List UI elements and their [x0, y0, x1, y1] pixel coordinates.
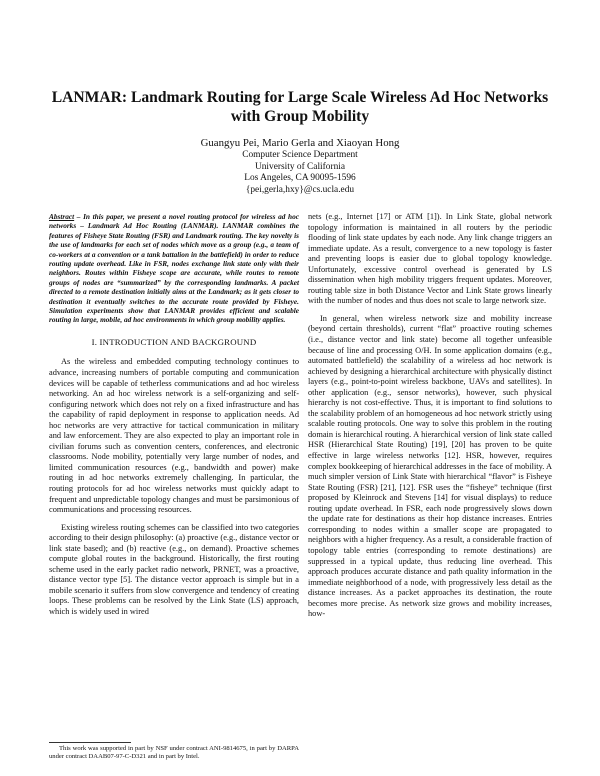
abstract: [49, 212, 299, 325]
abstract-text: – In this paper, we present a novel routing protocol for wireless ad hoc networks – Landmark Ad Hoc Routing (LANMAR). LANMAR combines the features of Fisheye State Routing (FSR) and Landmark routing. The key novelty is the use of landmarks for each set of nodes which move as a group (e.g., a team of co-workers at a convention or a tank battalion in the battlefield) in order to reduce routing update overhead. Like in FSR, nodes exchange link state only with their neighbors. Routes within Fisheye scope are accurate, while routes to remote groups of nodes are “summarized” by the corresponding landmarks. A packet directed to a remote destination initially aims at the Landmark; as it gets closer to destination it eventually switches to the accurate route provided by Fisheye. Simulation experiments show that LANMAR provides efficient and scalable routing in large, mobile, ad hoc environments in which group mobility applies.: [49, 212, 299, 325]
affiliation-department: Computer Science Department: [242, 150, 358, 160]
affiliation-city: Los Angeles, CA 90095-1596: [244, 173, 356, 184]
right-paragraph-1: nets (e.g., Internet [17] or ATM [1]). In Link State, global network topology information is maintained in all routers by the periodic flooding of link state updates by each node. Any link change triggers an immediate update. As a result, convergence to a new topology is faster and preventing loops is easier due to global topology knowledge. Unfortunately, excessive control overhead is generated by LS dissemination when high mobility triggers frequent updates. Moreover, routing table size in both Distance Vector and Link State grows linearly with the number of nodes and thus does not scale to large network size.: [308, 212, 552, 306]
right-paragraph-2: In general, when wireless network size and mobility increase (beyond certain thresholds), current “flat” proactive routing schemes (i.e., distance vector and link state) become all together unfeasible because of line and processing O/H. In some application domains (e.g., automated battlefield) the scalability of a wireless ad hoc network is achieved by designing a hierarchical architecture with physically distinct layers (e.g., point-to-point wireless backbone, UAVs and satellites). In other application (e.g., sensor networks), however, such physical hierarchy is not cost-effective. Thus, it is important to find solutions to the scalability problem of an homogeneous ad hoc network strictly using scalable routing protocols. One way to solve this problem in the routing domain is hierarchical routing. A hierarchical version of link state called HSR (Hierarchical State Routing) [19], [20] has proven to be quite effective in large wireless networks [12]. HSR, however, requires complex bookkeeping of hierarchical addresses in the face of mobility. A much simpler version of Link State with hierarchical “flavor” is Fisheye State Routing (FSR) [21], [12]. FSR uses the “fisheye” technique (first proposed by Kleinrock and Stevens [14] for visual displays) to reduce routing update overhead. In FSR, each node progressively slows down the update rate for destinations as their hop distance increases. Entries corresponding to nodes within a smaller scope are propagated to neighbors with a higher frequency. As a result, a considerable fraction of topology table entries (corresponding to remote destinations) are suppressed in a typical update, thus reducing line overhead. This approach produces accurate distance and path quality information in the immediate neighborhood of a node, with progressively less detail as the distance increases. As a packet approaches its destination, the route becomes more precise. As network size grows and mobility increases, how-: [308, 313, 552, 619]
section-heading: I. INTRODUCTION AND BACKGROUND: [91, 336, 257, 347]
affiliation-university: University of California: [254, 161, 346, 172]
affiliation-block: [40, 150, 560, 196]
affiliation-email: {pei,gerla,hxy}@cs.ucla.edu: [245, 184, 355, 195]
left-paragraph-2: Existing wireless routing schemes can be classified into two categories according to their design philosophy: (a) proactive (e.g., distance vector or link state based); and (b) reactive (e.g., on demand). Proactive schemes compute global routes in the background. Historically, the first routing scheme used in the early packet radio network, PRNET, was a proactive, distance vector type [5]. The distance vector approach is simple but in a mobile scenario it suffers from slow convergence and tendency of creating loops. These problems can be resolved by the Link State (LS) approach, which is widely used in wired: [49, 522, 299, 616]
paper-title: LANMAR: Landmark Routing for Large Scale Wireless Ad Hoc Networks with Group Mobility: [51, 89, 549, 125]
right-column: [308, 212, 552, 627]
footnote: This work was supported in part by NSF under contract ANI-9814675, in part by DARPA under contract DAAB07-97-C-D321 and in part by Intel.: [49, 745, 299, 761]
abstract-label: Abstract: [49, 212, 75, 221]
footnote-divider: [49, 742, 131, 743]
left-paragraph-1: As the wireless and embedded computing technology continues to advance, increasing numbers of portable computing and communication devices will be capable of tetherless communications and ad hoc wireless networking. An ad hoc wireless network is a self-organizing and self-configuring network which does not rely on a fixed infrastructure and has the capability of rapid deployment in response to application needs. Ad hoc networks are very attractive for tactical communication in military and law enforcement. They are also expected to play an important role in civilian forums such as convention centers, conferences, and electronic classrooms. Node mobility, potentially very large number of nodes, and limited communication resources (e.g., bandwidth and power) make routing in ad hoc networks extremely challenging. In particular, the routing protocols for ad hoc wireless networks must quickly adapt to frequent and unpredictable topology changes and must be parsimonious of communications and processing resources.: [49, 357, 299, 515]
author-list: Guangyu Pei, Mario Gerla and Xiaoyan Hong: [200, 137, 400, 149]
left-column: [49, 212, 299, 625]
